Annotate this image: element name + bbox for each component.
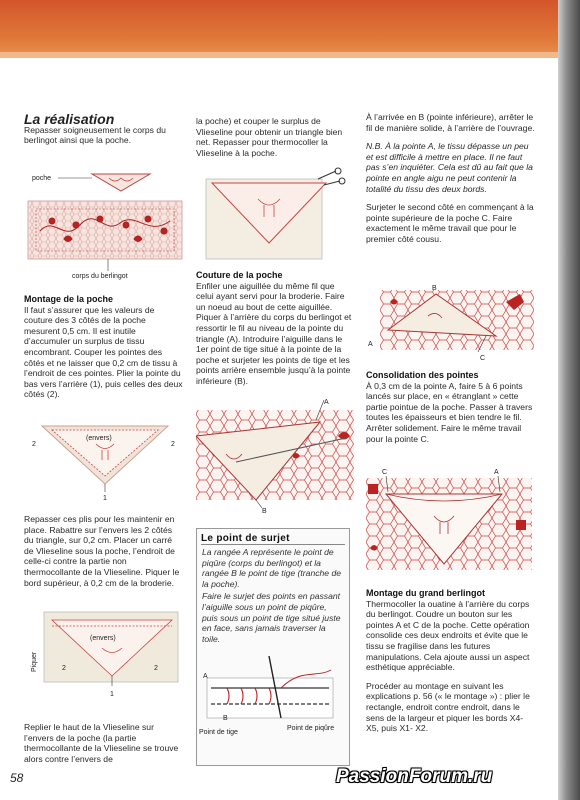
replier-text: Replier le haut de la Vlieseline sur l’envers de la poche (la partie thermocollante de la Vlieseline se trouve alors contre l’envers de <box>24 722 179 764</box>
section-title: La réalisation <box>24 111 115 127</box>
figure-vlieseline <box>28 610 184 700</box>
couture-heading: Couture de la poche <box>196 270 283 280</box>
label-2-right: 2 <box>171 441 175 448</box>
label-b-3: B <box>432 285 437 292</box>
label-1-b: 1 <box>110 691 114 698</box>
surjeter-text: Surjeter le second côté en commençant à la pointe supérieure de la poche C. Faire exactement le même travail que pour le premier côté cousu. <box>366 202 534 244</box>
box-paragraph-2: Faire le surjet des points en passant l’aiguille sous un point de piqûre, puis sous un point de tige situé juste en face, sans jamais traverser la toile. <box>202 591 341 644</box>
book-spine <box>558 0 580 800</box>
figure-second-side <box>366 280 536 362</box>
label-b: B <box>262 508 267 514</box>
label-2-right-b: 2 <box>154 665 158 672</box>
label-2-left-b: 2 <box>62 665 66 672</box>
figure-trim-vlieseline <box>200 165 350 265</box>
arrivee-text: À l’arrivée en B (pointe inférieure), arrêter le fil de manière solide, à l’arrière de l’ouvrage. <box>366 112 535 133</box>
watermark: PassionForum.ru <box>336 766 493 787</box>
consolidation-text: À 0,3 cm de la pointe A, faire 5 à 6 points lancés sur place, en « étranglant » cette partie pointue de la poche. Passer à travers toutes les épaisseurs et bien tendre le fil. Arrêter solidement. Faire le même travail pour la pointe C. <box>366 380 533 444</box>
nb-text: N.B. À la pointe A, le tissu dépasse un peu et est difficile à mettre en place. Il ne faut pas s’en inquiéter. Cela est dû au fait que la pointe en angle aigu ne peut contenir la totalité du tissu des deux bords. <box>366 141 533 194</box>
montage-text: Il faut s’assurer que les valeurs de couture des 3 côtés de la poche mesurent 0,5 cm. Il est inutile d’accumuler un surplus de tissu encombrant. Couper les pointes des côtés et ne laisser que 0,2 cm de tissu à l’endroit de ces pointes. Plier la pointe du bas vers l’arrière (1), puis celles des deux côtés (2). <box>24 304 183 400</box>
box-paragraph-1: La rangée A représente le point de piqûre (corps du berlingot) et la rangée B le point de tige (tranche de la poche). <box>202 547 342 589</box>
grand-heading: Montage du grand berlingot <box>366 588 485 598</box>
column-2 <box>196 116 350 166</box>
box-label-a: A <box>203 673 208 681</box>
column-1 <box>24 111 184 154</box>
box-label-piqure: Point de piqûre <box>287 725 335 733</box>
grand-berlingot-block <box>366 588 536 742</box>
column-3 <box>366 112 538 253</box>
montage-heading: Montage de la poche <box>24 294 114 304</box>
cont-text: la poche) et couper le surplus de Vlieseline pour obtenir un triangle bien net. Repasser pour thermocoller la Vlieseline à la poche. <box>196 116 343 158</box>
figure-surjet-detail <box>197 648 347 740</box>
label-corps-berlingot: corps du berlingot <box>72 273 128 280</box>
grand-text: Thermocoller la ouatine à l’arrière du corps du berlingot. Coudre un bouton sur les pointes A et C de la poche. Cette opération consolide ces deux endroits et évite que le tissu se fragilise dans les futures manipulations. Cela ajoute aussi un aspect esthétique appréciable. <box>366 598 530 673</box>
figure-consolidation <box>366 464 536 574</box>
page-number: 58 <box>10 771 24 785</box>
figure-overcast-stitch <box>196 396 356 514</box>
label-a-4: A <box>494 469 499 476</box>
header-band <box>0 0 560 58</box>
couture-block <box>196 270 352 395</box>
label-poche: poche <box>32 175 52 182</box>
repasser-block <box>24 514 184 596</box>
box-label-b: B <box>223 715 228 723</box>
couture-text: Enfiler une aiguillée du même fil que celui ayant servi pour la broderie. Faire un noeud au bout de cette aiguillée. Piquer à l’arrière du corps du berlingot et ressortir le fil au niveau de la pointe du triangle (A). Introduire l’aiguille dans le 1er point de tige situé à la pointe de la poche et surjeter les points de tige et les points arrière ensemble jusqu’à la pointe inférieure (B). <box>196 280 352 386</box>
label-a-3: A <box>368 341 373 348</box>
montage-poche-block <box>24 294 184 408</box>
label-2-left: 2 <box>32 441 36 448</box>
intro-text: Repasser soigneusement le corps du berlingot ainsi que la poche. <box>24 124 166 146</box>
label-envers-2: (envers) <box>90 635 116 642</box>
label-envers: (envers) <box>86 435 112 442</box>
label-a: A <box>324 399 329 406</box>
label-c-3: C <box>480 355 486 362</box>
proceder-text: Procéder au montage en suivant les explications p. 56 (« le montage ») : plier le rectangle, endroit contre endroit, dans le sens de la largeur et piquer les bords X4-X5, puis X1- X2. <box>366 680 530 734</box>
label-piquer: Piquer <box>31 651 38 672</box>
label-1: 1 <box>103 495 107 502</box>
box-title: Le point de surjet <box>201 533 345 545</box>
replier-block <box>24 722 184 772</box>
surjet-info-box <box>196 528 350 766</box>
consolidation-block <box>366 370 534 452</box>
label-c-4: C <box>382 469 388 476</box>
box-label-tige: Point de tige <box>199 729 238 737</box>
figure-berlingot-and-pocket <box>24 165 186 280</box>
figure-folded-pocket <box>30 418 180 502</box>
repasser-text: Repasser ces plis pour les maintenir en place. Rabattre sur l’envers les 2 côtés du triangle, sur 0,2 cm. Placer un carré de Vlieseline sous la poche, l’endroit de celle-ci contre la partie non thermocollante de la Vlieseline. Piquer le bord supérieur, à 0,2 cm de la broderie. <box>24 514 180 588</box>
consolidation-heading: Consolidation des pointes <box>366 370 479 380</box>
